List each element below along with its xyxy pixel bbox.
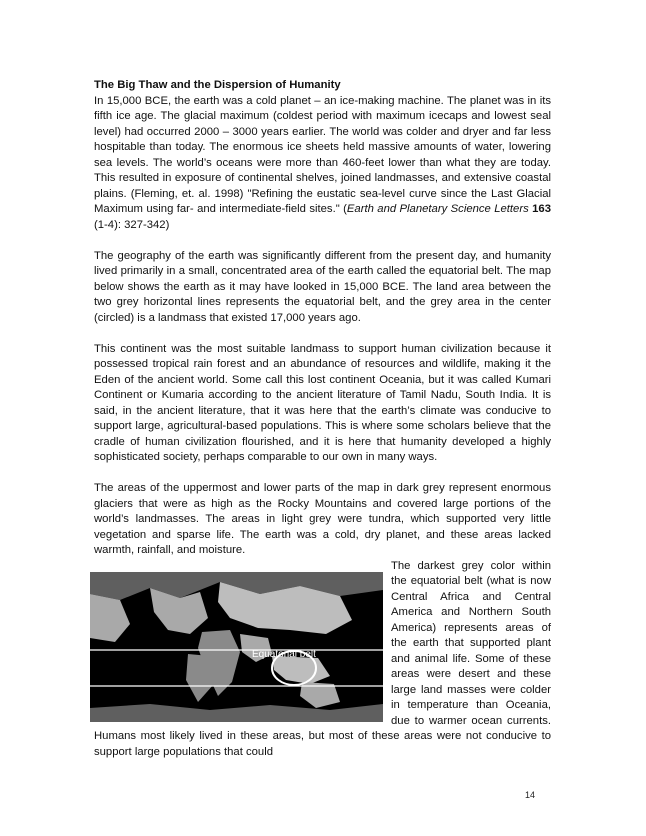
paragraph-5: The darkest grey color within the equatorial belt (what is now Central Africa and Central America and Northern South America) represents areas of the earth that supported plant and animal life. Some of these areas were desert and these large land masses were colder in temperature than Oceania, due to warmer ocean currents. Humans most likely lived in these areas, but most of these areas were not conducive to support large populations that could	[94, 559, 551, 758]
world-map-image	[90, 572, 383, 722]
map-and-text	[94, 559, 551, 761]
paragraph-1	[94, 94, 551, 234]
page-number: 14	[525, 790, 536, 800]
paragraph-3: This continent was the most suitable landmass to support human civilization because it possessed tropical rain forest and an abundance of resources and wildlife, making it the Eden of the ancient world. Some call this lost continent Oceania, but it was called Kumari Continent or Kumaria according to the ancient literature of Tamil Nadu, South India. It is said, in the ancient literature, that it was here that the earth’s climate was conducive to support large, agricultural-based populations. This is where some scholars believe that the cradle of human civilization flourished, and it is here that humanity developed a highly sophisticated society, perhaps comparable to our own in many ways.	[94, 342, 551, 463]
paragraph-2: The geography of the earth was significantly different from the present day, and humanity lived primarily in a small, concentrated area of the earth called the equatorial belt. The map below shows the earth as it may have looked in 15,000 BCE. The land area between the two grey horizontal lines represents the equatorial belt, and the grey area in the center (circled) is a landmass that existed 17,000 years ago.	[94, 249, 551, 324]
document-heading: The Big Thaw and the Dispersion of Humanity	[94, 79, 341, 91]
citation-rest: (1-4): 327-342)	[94, 218, 170, 231]
equatorial-belt-label: Equatorial belt	[252, 648, 316, 660]
paragraph-4: The areas of the uppermost and lower parts of the map in dark grey represent enormous glaciers that were as high as the Rocky Mountains and covered large portions of the world’s landmasses. The areas in light grey were tundra, which supported very little vegetation and sparse life. The earth was a cold, dry planet, and these areas lacked warmth, rainfall, and moisture.	[94, 482, 551, 556]
world-map-figure	[90, 572, 383, 722]
citation-journal: Earth and Planetary Science Letters	[346, 203, 529, 215]
citation-volume: 163	[532, 203, 551, 215]
paragraph-1-text: In 15,000 BCE, the earth was a cold planet – an ice-making machine. The planet was in its fifth ice age. The glacial maximum (coldest period with maximum icecaps and lowest seal level) had occurred 2000 – 3000 years earlier. The world was colder and dryer and far less hospitable than today. The enormous ice sheets held massive amounts of water, lowering sea levels. The world’s oceans were more than 460-feet lower than what they are today. This resulted in exposure of continental shelves, joined landmasses, and extensive coastal plains. (Fleming, et. al. 1998) "Refining the eustatic sea-level curve since the Last Glacial Maximum using far- and intermediate-field sites." (	[94, 94, 551, 215]
document-body	[94, 78, 551, 760]
